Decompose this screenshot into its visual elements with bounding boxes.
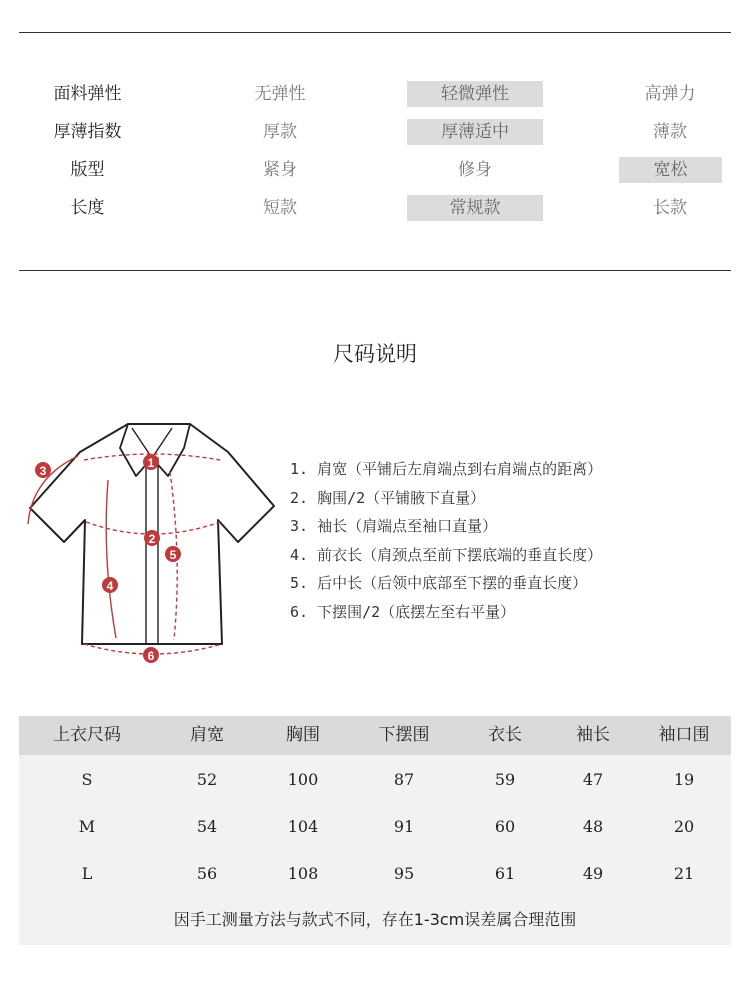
- marker-1: [143, 454, 159, 470]
- value-cell: 20: [673, 817, 695, 836]
- marker-5: [165, 546, 181, 562]
- value-cell: 52: [196, 770, 218, 789]
- measurement-note: 5. 后中长（后领中底部至下摆的垂直长度）: [290, 574, 588, 592]
- attribute-row-fit: [0, 157, 750, 183]
- measurement-note: 2. 胸围/2（平铺腋下直量）: [290, 488, 486, 507]
- size-table-header: [19, 716, 731, 755]
- svg-text:4: 4: [106, 579, 114, 593]
- svg-text:3: 3: [39, 464, 47, 478]
- header-cell: 衣长: [488, 725, 522, 745]
- size-table: [19, 716, 731, 945]
- marker-3: [35, 462, 51, 478]
- attribute-option-selected: 厚薄适中: [407, 119, 543, 145]
- value-cell: 108: [287, 864, 319, 883]
- value-cell: 19: [673, 770, 695, 789]
- svg-text:6: 6: [147, 649, 155, 663]
- value-cell: 59: [494, 770, 516, 789]
- attribute-option: 薄款: [653, 122, 687, 142]
- attribute-option: 修身: [458, 160, 492, 180]
- shirt-measurement-diagram: [20, 418, 280, 670]
- attribute-label: 版型: [70, 160, 105, 180]
- header-cell: 袖长: [576, 725, 610, 745]
- value-cell: 54: [196, 817, 218, 836]
- svg-text:2: 2: [148, 532, 156, 546]
- value-cell: 21: [673, 864, 695, 883]
- attribute-option: 无弹性: [254, 84, 306, 104]
- attribute-label: 长度: [70, 198, 105, 218]
- value-cell: 47: [582, 770, 604, 789]
- measurement-note: 6. 下摆围/2（底摆左至右平量）: [290, 602, 516, 621]
- attribute-option: 紧身: [263, 160, 297, 180]
- size-guide-title: 尺码说明: [333, 342, 417, 366]
- value-cell: 48: [582, 817, 604, 836]
- measurement-note: 4. 前衣长（肩颈点至前下摆底端的垂直长度）: [290, 545, 603, 564]
- size-cell: M: [78, 817, 96, 836]
- value-cell: 100: [287, 770, 319, 789]
- attribute-option-selected: 宽松: [619, 157, 722, 183]
- header-cell: 袖口围: [658, 725, 710, 745]
- measurement-note: 1. 肩宽（平铺后左肩端点到右肩端点的距离）: [290, 460, 603, 478]
- header-cell: 下摆围: [378, 725, 430, 745]
- marker-2: [144, 530, 160, 546]
- attribute-row-thickness: [0, 119, 750, 145]
- table-row: [19, 803, 731, 850]
- table-row: [19, 756, 731, 803]
- section-divider: [19, 270, 731, 271]
- value-cell: 60: [494, 817, 516, 836]
- header-cell: 胸围: [286, 725, 320, 745]
- attribute-option-selected: 常规款: [407, 195, 543, 221]
- value-cell: 95: [393, 864, 415, 883]
- attribute-option: 长款: [653, 198, 687, 218]
- attribute-row-length: [0, 195, 750, 221]
- svg-text:5: 5: [169, 548, 177, 562]
- value-cell: 104: [287, 817, 319, 836]
- header-cell: 肩宽: [190, 725, 224, 745]
- attribute-option-selected: 轻微弹性: [407, 81, 543, 107]
- measurement-notes: [290, 455, 602, 626]
- header-cell: 上衣尺码: [53, 725, 121, 745]
- marker-4: [102, 577, 118, 593]
- top-divider: [19, 32, 731, 33]
- size-cell: S: [81, 770, 93, 789]
- attribute-option: 高弹力: [644, 84, 696, 104]
- value-cell: 56: [196, 864, 218, 883]
- attribute-label: 厚薄指数: [53, 122, 122, 142]
- size-cell: L: [81, 864, 93, 883]
- attribute-row-elasticity: [0, 81, 750, 107]
- value-cell: 87: [393, 770, 415, 789]
- value-cell: 91: [393, 817, 415, 836]
- attribute-option: 短款: [263, 198, 297, 218]
- value-cell: 49: [582, 864, 604, 883]
- marker-6: [143, 647, 159, 663]
- measurement-note: 3. 袖长（肩端点至袖口直量）: [290, 517, 498, 535]
- svg-text:1: 1: [147, 456, 155, 470]
- attribute-label: 面料弹性: [53, 84, 122, 104]
- attribute-option: 厚款: [263, 122, 297, 142]
- value-cell: 61: [494, 864, 516, 883]
- table-row: [19, 850, 731, 897]
- measurement-tolerance-note: 因手工测量方法与款式不同，存在1-3cm误差属合理范围: [173, 910, 577, 929]
